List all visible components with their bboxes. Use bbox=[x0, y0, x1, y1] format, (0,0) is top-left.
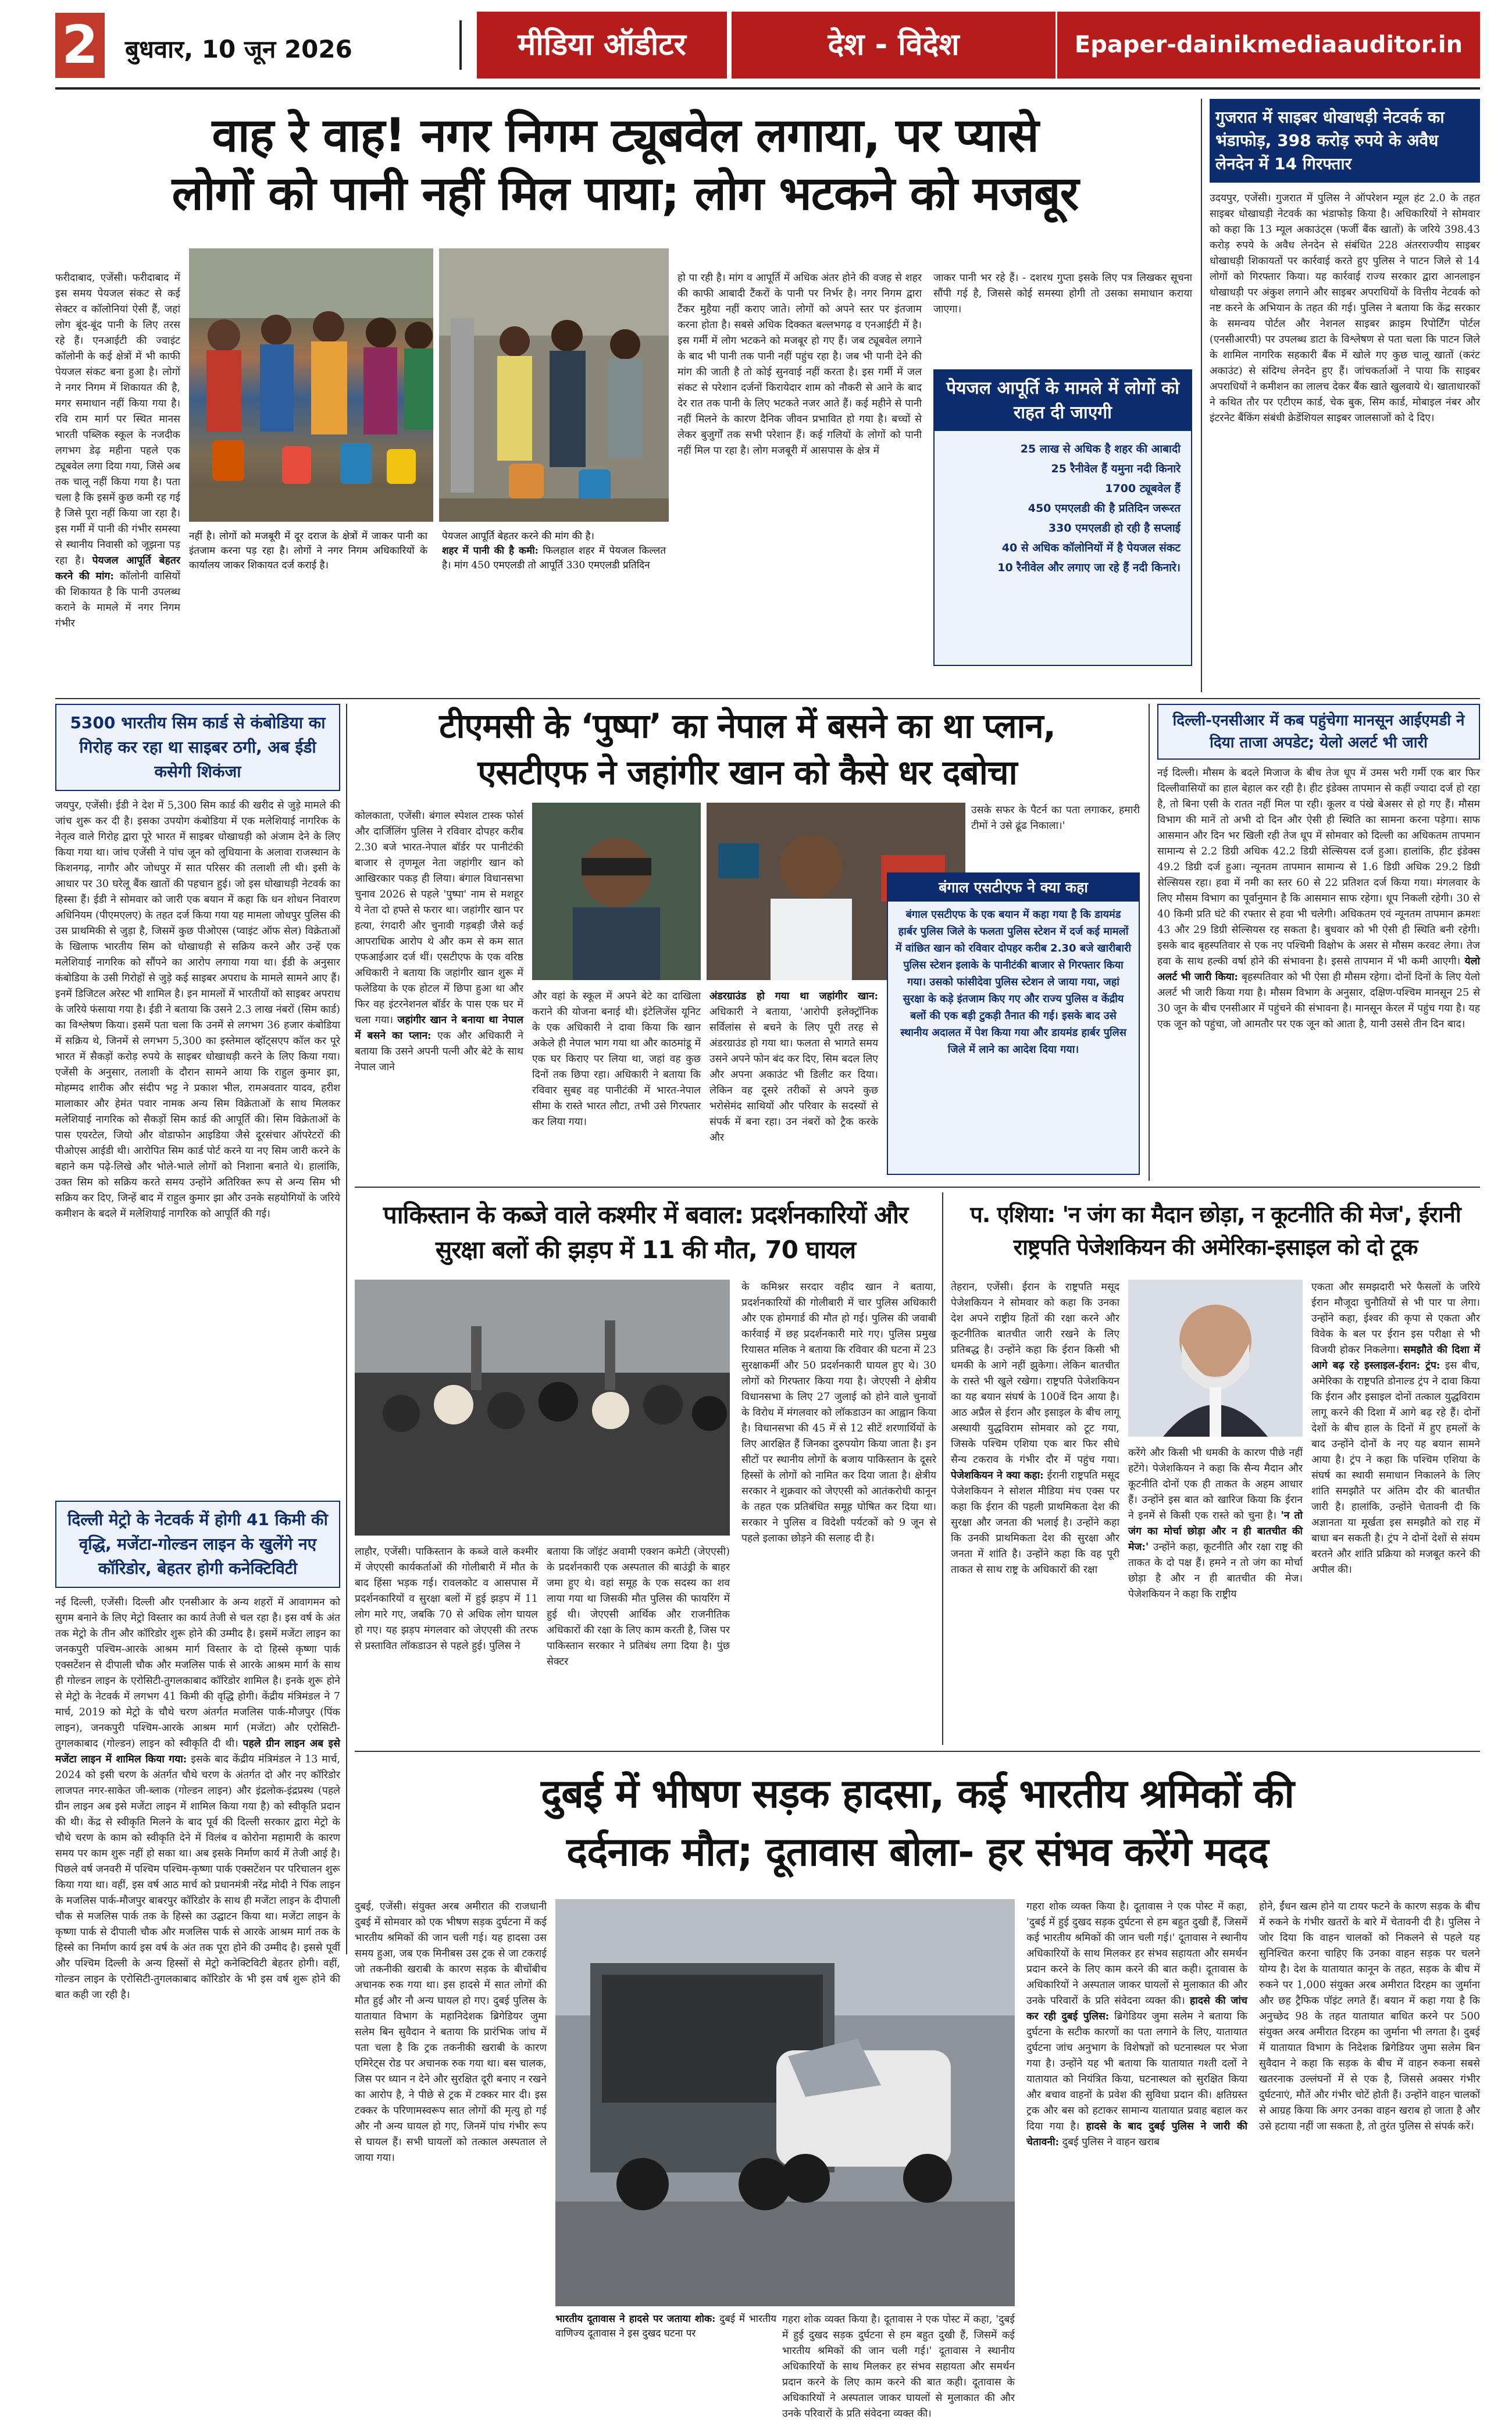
pok-headline-line1: पाकिस्तान के कब्जे वाले कश्मीर में बवाल: प्रदर्शनकारियों और bbox=[383, 1201, 908, 1229]
stf-box-body: बंगाल एसटीएफ के एक बयान में कहा गया है कि डायमंड हार्बर पुलिस जिले के फलता पुलिस स्टेशन में दर्ज कई मामलों में वांछित खान को रविवार दोपहर करीब 2.30 बजे खारीबारी पुलिस स्टेशन इलाके के पानीटंकी बाजार से गिरफ्तार किया गया। उसको फांसीदेवा पुलिस स्टेशन ले जाया गया, जहां सुरक्षा के कड़े इंतजाम किए गए और राज्य पुलिस व केंद्रीय बलों की एक बड़ी टुकड़ी तैनात की गई। इसके बाद उसे स्थानीय अदालत में पेश किया गया और डायमंड हार्बर पुलिस जिले में लाने का आदेश दिया गया। bbox=[895, 909, 1132, 1056]
dubai-headline-line2: दर्दनाक मौत; दूतावास बोला- हर संभव करेंगे मदद bbox=[566, 1829, 1268, 1875]
masthead-rule bbox=[55, 87, 1480, 90]
monsoon-body: नई दिल्ली। मौसम के बदले मिजाज के बीच तेज धूप में उमस भरी गर्मी एक बार फिर दिल्लीवासियों का हाल बेहाल कर रही है। हीट इंडेक्स तापमान से कहीं ज्यादा दर्ज हो रहा है, तो बिना एसी के रातत नहीं मिल पा रही। कूलर व पंखे बेअसर से हो गए हैं। मौसम विभाग की मानें तो अभी दो दिन और ऐसी ही स्थिति का सामना करना पड़ेगा। साफ आसमान और दिन भर खिली रही तेज धूप में सोमवार को दिल्ली का अधिकतम तापमान सामान्य से 2.2 डिग्री अधिक 42.2 डिग्री सेल्सियस दर्ज हुआ। हालांकि, हीट इंडेक्स 49.2 डिग्री दर्ज हुआ। न्यूनतम तापमान सामान्य से 1.6 डिग्री अधिक 29.2 डिग्री सेल्सियस रहा। हवा में नमी का स्तर 60 से 22 प्रतिशत दर्ज किया गया। मंगलवार के लिए मौसम विभाग का पूर्वानुमान है कि आसमान साफ रहेगा। धूप निकली रहेगी। 30 से 40 किमी प्रति घंटे की रफ्तार से हवा भी चलेगी। अधिकतम एवं न्यूनतम तापमान क्रमशः 43 और 29 डिग्री सेल्सियस रह सकता है। बुधवार को भी ऐसी ही स्थिति बनी रहेगी। इसके बाद बृहस्पतिवार से एक नए पश्चिमी विक्षोभ के असर से मौसम करवट लेगा। तेज हवा के साथ हल्की वर्षा होने की संभावना है। इससे तापमान में भी कमी आएगी। येलो अलर्ट भी जारी किया: बृहस्पतिवार को भी ऐसा ही मौसम रहेगा। दोनों दिनों के लिए येलो अलर्ट भी जारी किया गया है। मौसम विभाग के अनुसार, दक्षिण-पश्चिम मानसून 25 से 30 जून के बीच एनसीआर में पहुंचने की संभावना है। मानसून केरल में पहुंच गया है। यह एक जून को पहुंचा, जो आमतौर पर एक जून को आता है, यानी उससे तीन दिन बाद। bbox=[1157, 767, 1484, 1030]
section-rule bbox=[355, 1751, 1480, 1752]
dubai-col2: गहरा शोक व्यक्त किया है। दूतावास ने एक पोस्ट में कहा, 'दुबई में हुई दुखद सड़क दुर्घटना से हम बहुत दुखी हैं, जिसमें कई भारतीय श्रमिकों की जान चली गई।' दूतावास ने स्थानीय अधिकारियों के साथ मिलकर हर संभव सहायता और समर्थन प्रदान करने के लिए काम करने की बात कही। दूतावास के अधिकारियों ने अस्पताल जाकर घायलों से मुलाकात की और उनके परिवारों के प्रति संवेदना व्यक्त की। bbox=[782, 2314, 1018, 2420]
pok-story bbox=[355, 1192, 940, 1745]
dubai-headline-line1: दुबई में भीषण सड़क हादसा, कई भारतीय श्रमिकों की bbox=[541, 1771, 1294, 1817]
water-stat-item: 25 रैनीवेल हैं यमुना नदी किनारे bbox=[1051, 462, 1181, 475]
metro-body: नई दिल्ली, एजेंसी। दिल्ली और एनसीआर के अन्य शहरों में आवागमन को सुगम बनाने के लिए मेट्रो विस्तार का कार्य तेजी से चल रहा है। इस वर्ष के अंत तक मेट्रो के तीन और कॉरिडोर शुरू होने की उम्मीद है। इसमें मजेंटा लाइन का जनकपुरी पश्चिम-आरके आश्रम मार्ग विस्तार के दो हिस्से कृष्णा पार्क एक्सटेंशन से दीपाली चौक और मजलिस पार्क से आरके आश्रम मार्ग के साथ ही गोल्डन लाइन के एरोसिटी-तुगलकाबाद कॉरिडोर शामिल है। इनके शुरू होने से मेट्रो के नेटवर्क में लगभग 41 किमी की वृद्धि होगी। केंद्रीय मंत्रिमंडल ने 7 मार्च, 2019 को मेट्रो के चौथे चरण अंतर्गत मजलिस पार्क-मौजपुर (पिंक लाइन), जनकपुरी पश्चिम-आरके आश्रम मार्ग (मजेंटा) और एरोसिटी-तुगलकाबाद (गोल्डन) लाइन को स्वीकृति दी थी। पहले ग्रीन लाइन अब इसे मजेंटा लाइन में शामिल किया गया: इसके बाद केंद्रीय मंत्रिमंडल ने 13 मार्च, 2024 को इसी चरण के अंतर्गत चौथे चरण के अंतर्गत दो और नए कॉरिडोर लाजपत नगर-साकेत जी-ब्लाक (गोल्डन लाइन) और इंद्रलोक-इंद्रप्रस्थ (पहले ग्रीन लाइन अब इसे मजेंटा लाइन में शामिल किया गया है) को स्वीकृति प्रदान की थी। केंद्र से स्वीकृति मिलने के बाद पूर्व की दिल्ली सरकार द्वारा मेट्रो के चौथे चरण के काम को स्वीकृति देने में विलंब व कोरोना महामारी के कारण समय पर काम शुरू नहीं हो सका था। अब इसके निर्माण कार्य में तेजी आई है। पिछले वर्ष जनवरी में पश्चिम पश्चिम-कृष्णा पार्क एक्सटेंशन पर परिचालन शुरू किया गया था। वहीं, इस वर्ष आठ मार्च को प्रधानमंत्री नरेंद्र मोदी ने पिंक लाइन के मजलिस पार्क-मौजपुर बाबरपुर कॉरिडोर के साथ ही मजेंटा लाइन के दीपाली चौक से मजलिस पार्क तक के हिस्से का उद्घाटन किया था। मजेंटा लाइन के कृष्णा पार्क से दीपाली चौक और मजलिस पार्क से आरके आश्रम मार्ग तक के हिस्से का निर्माण कार्य इस वर्ष के अंत तक पूरा होने की उम्मीद है। इससे पूर्वी और पश्चिम दिल्ली के अन्य हिस्सों से मेट्रो कनेक्टिविटी बेहतर होगी। वहीं, गोल्डन लाइन के एरोसिटी-तुगलकाबाद कॉरिडोर के भी इस वर्ष शुरू होने की बात कही जा रही है। bbox=[55, 1597, 344, 2001]
lead-photo-pump bbox=[439, 248, 669, 522]
tmc-headline-line2: एसटीएफ ने जहांगीर खान को कैसे धर दबोचा bbox=[477, 753, 1017, 792]
iran-photo-president bbox=[1128, 1280, 1303, 1437]
tmc-col4: उसके सफर के पैटर्न का पता लगाकर, हमारी टीमों ने उसे ढूंढ निकाला।' bbox=[971, 804, 1143, 832]
water-stats-box bbox=[933, 369, 1192, 666]
section-name: देश - विदेश bbox=[730, 12, 1055, 79]
water-stat-item: 1700 ट्यूबवेल हैं bbox=[1105, 482, 1181, 495]
lead-col3: हो पा रही है। मांग व आपूर्ति में अधिक अंतर होने की वजह से शहर की काफी आबादी टैंकरों के पानी पर निर्भर है। नगर निगम द्वारा टैंकर मुहैया नहीं कराए जाते। लोगों को अपने स्तर पर इंतजाम करना होता है। सबसे अधिक दिक्कत बल्लभगढ़ व एनआईटी में है। इस गर्मी में लोग भटकने को मजबूर हो गए हैं। जब ट्यूबवेल लगाने के बाद भी पानी तक पानी नहीं पहुंच रहा है। जब भी पानी देने की मांग की जाती है तो कोई सुनवाई नहीं करता है। इस गर्मी में जल संकट से परेशान दर्जनों किरायेदार शाम को नौकरी से आने के बाद देर रात तक पानी के लिए भटकते नजर आते हैं। कई महीने से पानी नहीं मिलने के कारण दैनिक जीवन प्रभावित हो गया है। बच्चों से लेकर बुजुर्गों तक सभी परेशान हैं। कई गलियों के लोगों को पानी नहीं मिल पा रहा है। लोग मजबूरी में आसपास के क्षेत्र में bbox=[677, 272, 925, 457]
lead-caption2: पेयजल आपूर्ति बेहतर करने की मांग की है। शहर में पानी की है कमी: फिलहाल शहर में पेयजल किल्लत है। मांग 450 एमएलडी तो आपूर्ति 330 एमएलडी प्रतिदिन bbox=[442, 530, 666, 571]
stf-box bbox=[887, 872, 1140, 1175]
tmc-col2: और वहां के स्कूल में अपने बेटे का दाखिला कराने की योजना बनाई थी। इंटेलिजेंस यूनिट के एक अधिकारी ने दावा किया कि खान अकेले ही नेपाल भाग गया था और काठमांडू में एक घर किराए पर लिया था, जहां वह कुछ दिनों तक छिपा रहा। अधिकारी ने बताया कि रविवार सुबह वह पानीटंकी में भारत-नेपाल सीमा के रास्ते भारत लौटा, तभी उसे गिरफ्तार कर लिया गया। bbox=[532, 991, 704, 1128]
iran-headline: प. एशिया: 'न जंग का मैदान छोड़ा, न कूटनीति की मेज', ईरानी राष्ट्रपति पेजेशकियन की अमेरिका-इसाइल को दो टूक bbox=[970, 1202, 1461, 1260]
lead-col4: जाकर पानी भर रहे हैं। - दशरथ गुप्ता इसके लिए पत्र लिखकर सूचना सौंपी गई है, जिससे कोई समस्या होगी तो उसका समाधान कराया जाएगा। bbox=[933, 272, 1196, 315]
dubai-col4: होने, ईंधन खत्म होने या टायर फटने के कारण सड़क के बीच में रुकने के गंभीर खतरों के बारे में चेतावनी दी है। पुलिस ने जोर दिया कि वाहन चालकों को निकलने से पहले यह सुनिश्चित करना चाहिए कि उनका वाहन सड़क पर चलने योग्य है। देश के यातायात कानून के तहत, सड़क के बीच में रुकने पर 1,000 संयुक्त अरब अमीरात दिरहम का जुर्माना और छह ट्रैफिक पॉइंट लगते हैं। बयान में कहा गया है कि अनुच्छेद 98 के तहत यातायात बाधित करने पर 500 संयुक्त अरब अमीरात दिरहम का जुर्माना भी लगता है। दुबई में यातायात विभाग के निदेशक ब्रिगेडियर जुमा सलेम बिन सुवैदान ने कहा कि सड़क के बीच में वाहन रुकना सबसे खतरनाक उल्लंघनों में से एक है, जिससे अक्सर गंभीर दुर्घटनाएं, मौतें और गंभीर चोटें होती हैं। उन्होंने वाहन चालकों से आग्रह किया कि अगर उनका वाहन खराब हो जाता है और उसे हटाया नहीं जा सकता है, तो तुरंत पुलिस से संपर्क करें। bbox=[1259, 1901, 1484, 2132]
divider bbox=[942, 1192, 943, 1745]
iran-col3: एकता और समझदारी भरे फैसलों के जरिये ईरान मौजूदा चुनौतियों से भी पार पा लेगा। उन्होंने कहा, ईश्वर की कृपा से एकता और विवेक के बल पर ईरान इस परीक्षा से भी विजयी होकर निकलेगा। समझौते की दिशा में आगे बढ़ रहे इस्लाइल-ईरान: ट्रंप: इस बीच, अमेरिका के राष्ट्रपति डोनाल्ड ट्रंप ने दावा किया कि ईरान और इसाइल दोनों तत्काल युद्धविराम लागू करने की दिशा में आगे बढ़ रहे हैं। दोनों देशों के बीच हाल के दिनों में हुए हमलों के बाद उन्होंने दोनों के नए यह बयान सामने आया है। ट्रंप ने कहा कि पश्चिम एशिया के संघर्ष का स्थायी समाधान निकालने के लिए शांति समझौते पर अंतिम दौर की बातचीत जारी है। हालांकि, उन्होंने चेतावनी दी कि अज्ञानता या मूर्खता इस समझौते को राह में बाधा बन सकती है। ट्रंप ने दोनों देशों से संयम बरतने और शांति प्रक्रिया को मजबूत करने की अपील की। bbox=[1311, 1281, 1484, 1576]
metro-story bbox=[55, 1501, 344, 2001]
divider bbox=[1201, 99, 1202, 692]
lead-photo-crowd bbox=[189, 248, 433, 522]
pok-col2: बताया कि जॉइंट अवामी एक्शन कमेटी (जेएएसी) के प्रदर्शनकारी एक अस्पताल की बाउंड्री के बाहर जमा हुए थे। वहां समूह के एक सदस्य का शव लाया गया था जिसकी मौत पुलिस की फायरिंग में हुई थी। जेएएसी आर्थिक और राजनीतिक अधिकारों की रक्षा के लिए काम करती है, जिस पर पाकिस्तान सरकार ने प्रतिबंध लगा दिया है। पुंछ सेक्टर bbox=[547, 1546, 733, 1668]
pok-headline-line2: सुरक्षा बलों की झड़प में 11 की मौत, 70 घायल bbox=[435, 1235, 856, 1264]
tmc-story bbox=[355, 704, 1143, 1181]
water-box-title: पेयजल आपूर्ति के मामले में लोगों को राहत दी जाएगी bbox=[935, 371, 1191, 431]
tmc-col1: कोलकाता, एजेंसी। बंगाल स्पेशल टास्क फोर्स और दार्जिलिंग पुलिस ने रविवार दोपहर करीब 2.30 बजे भारत-नेपाल बॉर्डर पर पानीटंकी बाजार से तृणमूल नेता जहांगीर खान को आखिरकार पकड़ ही लिया। बंगाल विधानसभा चुनाव 2026 से पहले 'पुष्पा' नाम से मशहूर ये नेता दो हफ्ते से फरार था। जहांगीर खान पर हत्या, रंगदारी और चुनावी गड़बड़ी जैसे कई आपराधिक आरोप थे और कम से कम सात एफआईआर दर्ज थीं। एसटीएफ के एक वरिष्ठ अधिकारी ने बताया कि जहांगीर खान शुरू में फलेडिया के एक होटल में छिपा हुआ था और फिर वह इंटरनेशनल बॉर्डर के पास एक घर में चला गया। जहांगीर खान ने बनाया था नेपाल में बसने का प्लान: एक और अधिकारी ने बताया कि उसने अपनी पत्नी और बेटे के साथ नेपाल जाने bbox=[355, 810, 527, 1073]
dubai-photo-caption: भारतीय दूतावास ने हादसे पर जताया शोक: दुबई में भारतीय वाणिज्य दूतावास ने इस दुखद घटना पर bbox=[555, 2313, 776, 2339]
divider bbox=[1149, 704, 1150, 1181]
dubai-col1: दुबई, एजेंसी। संयुक्त अरब अमीरात की राजधानी दुबई में सोमवार को एक भीषण सड़क दुर्घटना में कई भारतीय श्रमिकों की जान चली गई। यह हादसा उस समय हुआ, जब एक मिनीबस उस ट्रक से जा टकराई जो तकनीकी खराबी के कारण सड़क के बीचोंबीच अचानक रुक गया था। इस हादसे में सात लोगों की मौत हुई और नौ अन्य घायल हो गए। दुबई पुलिस के यातायात विभाग के महानिदेशक ब्रिगेडियर जुमा सलेम बिन सुवैदान ने बताया कि प्रारंभिक जांच में पता चला है कि ट्रक तकनीकी खराबी के कारण एमिरेट्स रोड पर अचानक रुक गया था। बस चालक, जिस पर ध्यान न देने और सुरक्षित दूरी बनाए न रखने का आरोप है, ने पीछे से ट्रक में टक्कर मार दी। इस टक्कर के परिणामस्वरूप सात लोगों की मृत्यु हो गई और नौ अन्य घायल हो गए, जिनमें पांच गंभीर रूप से घायल हैं। सभी घायलों को तत्काल अस्पताल ले जाया गया। bbox=[355, 1901, 550, 2164]
dubai-story bbox=[355, 1757, 1484, 2420]
iran-col2: करेंगे और किसी भी धमकी के कारण पीछे नहीं हटेंगे। पेजेशकियन ने कहा कि सैन्य मैदान और कूटनीति दोनों एक ही ताकत के अहम आधार हैं। उन्होंने इस बात को खारिज किया कि ईरान ने इनमें से किसी एक रास्ते को चुना है। 'न तो जंग का मोर्चा छोड़ा और न ही बातचीत की मेज:' उन्होंने कहा, कूटनीति और रक्षा राष्ट्र की ताकत के दो पक्ष हैं। हमने न तो जंग का मोर्चा छोड़ा है और न ही बातचीत की मेज। पेजेशकियन ने कहा कि राष्ट्रीय bbox=[1128, 1447, 1307, 1600]
cambodia-body: जयपुर, एजेंसी। ईडी ने देश में 5,300 सिम कार्ड की खरीद से जुड़े मामले की जांच शुरू कर दी है। इसका उपयोग कंबोडिया में एक मलेशियाई नागरिक के नेतृत्व वाले गिरोह द्वारा पूरे भारत में साइबर धोखाधड़ी को अंजाम देने के लिए किया गया था। जांच एजेंसी ने पांच जून को लुधियाना के अलावा राजस्थान के किशनगढ़, नागौर और जोधपुर में सात परिसर की तलाशी ली थी। इसी के आधार पर 30 घरेलू बैंक खातों की पहचान हुई। जो इस धोखाधड़ी नेटवर्क का हिस्सा हैं। ईडी ने सोमवार को जारी एक बयान में कहा कि धन शोधन निवारण अधिनियम (पीएमएलए) के तहत दर्ज किया गया यह मामला जोधपुर पुलिस की उस प्राथमिकी से जुड़ा है, जिसमें कुछ पीओएस (प्वाइंट ऑफ सेल) विक्रेताओं के खिलाफ भारतीय सिम को धोखाधड़ी से सक्रिय करने और उन्हें एक मलेशियाई नागरिक को सौंपने का आरोप लगाया गया था। ईडी के अनुसार कंबोडिया के उसी गिरोहों से जुड़े कई साइबर अपराध के मामले सामने आए हैं। इनमें डिजिटल अरेस्ट भी शामिल है। इन मामलों में भारतीयों को साइबर अपराध के जरिये फंसाया गया है। ईडी ने बताया कि उसने 2.3 लाख नंबरों (सिम कार्ड) का विश्लेषण किया। इसमें पता चला कि उनमें से लगभग 36 हजार कंबोडिया में सक्रिय थे, जिनमें से लगभग 5,300 का इस्तेमाल व्हॉट्सएप कॉल कर पूरे भारत में सैकड़ों करोड़ रुपये के साइबर धोखाधड़ी करने के लिए किया गया। एजेंसी के अनुसार, तलाशी के दौरान सामने आया कि राहुल कुमार झा, मोहम्मद शारीक और संदीप भट्ट ने प्रकाश भील, रामअवतार यादव, हरीश मालाकार और हेमंत पवार नामक अन्य सिम विक्रेताओं के साथ मिलकर मलेशियाई नागरिक को सैकड़ों सिम कार्ड की आपूर्ति की। सिम विक्रेताओं के पास एयरटेल, जियो और वोडाफोन आइडिया जैसे दूरसंचार ऑपरेटरों की पीओएस आईडी थी। आरोपित सिम कार्ड पोर्ट करने या नए सिम जारी करने के बहाने कम पढ़े-लिखे और भोले-भाले लोगों को निशाना बनाते थे। हालांकि, उक्त सिम को सक्रिय करते समय उन्होंने अतिरिक्त रूप से अन्य सिम भी सक्रिय कर दिए, जिन्हें बाद में राहुल कुमार झा और उनके सहयोगियों के जरिये कमीशन के बदले में मलेशियाई नागरिक को आपूर्ति की गई। bbox=[55, 800, 344, 1220]
divider bbox=[346, 704, 347, 1954]
water-stat-item: 40 से अधिक कॉलोनियों में है पेयजल संकट bbox=[1001, 542, 1181, 554]
epaper-link[interactable]: Epaper-dainikmediaauditor.in bbox=[1055, 12, 1480, 79]
section-rule bbox=[355, 1187, 1480, 1188]
lead-col1: फरीदाबाद, एजेंसी। फरीदाबाद में इस समय पेयजल संकट से कई सेक्टर व कॉलोनियां ऐसी हैं, जहां लोग बूंद-बूंद पानी के लिए तरस रहे हैं। एनआईटी की ज्वाइंट कॉलोनी के कई क्षेत्रों में भी काफी पेयजल संकट बना हुआ है। लोगों ने नगर निगम में शिकायत की है, मगर समाधान नहीं किया गया है। रवि राम मार्ग पर स्थित मानस भारती पब्लिक स्कूल के नजदीक लगभग डेढ़ महीना पहले एक ट्यूबवेल लगा दिया गया, जिसे अब तक चालू नहीं किया गया है। पता चला है कि इसमें कुछ कमी रह गई है जिसे पूरा नहीं किया जा रहा है। इस गर्मी में पानी की गंभीर समस्या से स्थानीय निवासी को जूझना पड़ रहा है। पेयजल आपूर्ति बेहतर करने की मांग: कॉलोनी वासियों की शिकायत है कि पानी उपलब्ध कराने के मामले में नगर निगम गंभीर bbox=[55, 272, 184, 629]
paper-name: मीडिया ऑडीटर bbox=[477, 12, 727, 79]
stf-box-title: बंगाल एसटीएफ ने क्या कहा bbox=[888, 874, 1139, 902]
pok-col3: के कमिश्नर सरदार वहीद खान ने बताया, प्रदर्शनकारियों की गोलीबारी में चार पुलिस अधिकारी और एक होमगार्ड की मौत हो गई। पुलिस की जवाबी कार्रवाई में छह प्रदर्शनकारी मारे गए। पुलिस प्रमुख रियासत मलिक ने बताया कि रविवार की घटना में 23 सुरक्षाकर्मी और 50 प्रदर्शनकारी घायल हुए थे। 30 लोगों को गिरफ्तार किया गया है। जेएएसी ने क्षेत्रीय विधानसभा के लिए 27 जुलाई को होने वाले चुनावों के विरोध में मंगलवार को लॉकडाउन का आह्वान किया है। विधानसभा की 45 में से 12 सीटें शरणार्थियों के लिए आरक्षित हैं जिनका दुरुपयोग किया जाता है। इन सीटों पर स्थानीय लोगों के बजाय पाकिस्तान के दूसरे हिस्सों के लोगों को नामित कर दिया जाता है। क्षेत्रीय सरकार ने शुक्रवार को जेएएसी को आतंकरोधी कानून के तहत एक प्रतिबंधित समूह घोषित कर दिया था। सरकार ने पुलिस व विदेशी पर्यटकों को 9 जून से पहले इलाका छोड़ने की सलाह दी है। bbox=[741, 1281, 940, 1544]
water-stat-item: 330 एमएलडी हो रही है सप्लाई bbox=[1048, 522, 1181, 535]
issue-date: बुधवार, 10 जून 2026 bbox=[125, 35, 352, 63]
dubai-col3: गहरा शोक व्यक्त किया है। दूतावास ने एक पोस्ट में कहा, 'दुबई में हुई दुखद सड़क दुर्घटना से हम बहुत दुखी हैं, जिसमें कई भारतीय श्रमिकों की जान चली गई।' दूतावास ने स्थानीय अधिकारियों के साथ मिलकर हर संभव सहायता और समर्थन प्रदान करने के लिए काम करने की बात कही। दूतावास के अधिकारियों ने अस्पताल जाकर घायलों से मुलाकात की और उनके परिवारों के प्रति संवेदना व्यक्त की। हादसे की जांच कर रही दुबई पुलिस: ब्रिगेडियर जुमा सलेम ने बताया कि दुर्घटना के सटीक कारणों का पता लगाने के लिए, यातायात दुर्घटना जांच अनुभाग के विशेषज्ञों को घटनास्थल पर भेजा गया है। उन्होंने यह भी बताया कि यातायात गश्ती दलों ने यातायात को नियंत्रित किया, घटनास्थल को सुरक्षित किया और बचाव वाहनों के प्रवेश की सुविधा प्रदान की। क्षतिग्रस्त ट्रक और बस को हटाकर सामान्य यातायात प्रवाह बहाल कर दिया गया है। हादसे के बाद दुबई पुलिस ने जारी की चेतावनी: दुबई पुलिस ने वाहन खराब bbox=[1026, 1901, 1251, 2148]
section-rule bbox=[55, 698, 1480, 699]
gujarat-story bbox=[1210, 99, 1484, 692]
water-stat-item: 25 लाख से अधिक है शहर की आबादी bbox=[1020, 443, 1181, 455]
cambodia-headline: 5300 भारतीय सिम कार्ड से कंबोडिया का गिरोह कर रहा था साइबर ठगी, अब ईडी कसेगी शिकंजा bbox=[55, 704, 340, 791]
gujarat-body: उदयपुर, एजेंसी। गुजरात में पुलिस ने ऑपरेशन म्यूल हंट 2.0 के तहत साइबर धोखाधड़ी नेटवर्क का भंडाफोड़ किया है। अधिकारियों ने सोमवार को कहा कि 13 म्यूल अकाउंट्स (फर्जी बैंक खातों) के जरिये 398.43 करोड़ रुपये के अवैध लेनदेन से संबंधित 228 अंतरराज्यीय साइबर धोखाधड़ी शिकायतों पर कार्रवाई करते हुए पुलिस ने पाटन जिले से 14 लोगों को गिरफ्तार किया। यह कार्रवाई राज्य सरकार द्वारा आनलाइन धोखाधड़ी पर अंकुश लगाने और साइबर अपराधियों के वित्तीय नेटवर्क को नष्ट करने के अभियान के तहत की गई। पुलिस ने बताया कि केंद्र सरकार के समन्वय पोर्टल और नेशनल साइबर क्राइम रिपोर्टिंग पोर्टल (एनसीआरपी) पर उपलब्ध डाटा के विश्लेषण से पता चला कि पाटन जिले के शामिल नागरिक सहकारी बैंक में खोले गए कुछ चालू खातों (करंट अकाउंट) से संदिग्ध लेनदेन हुए हैं। जांचकर्ताओं ने पाया कि साइबर अपराधियों ने कमीशन का लालच देकर बैंक खाते खुलवाये थे। खाताधारकों ने कथित तौर पर एटीएम कार्ड, चेक बुक, सिम कार्ड, मोबाइल नंबर और इंटरनेट बैंकिंग संबंधी क्रेडेंशियल साइबर जालसाजों को दे दिए। bbox=[1210, 193, 1484, 424]
iran-story bbox=[951, 1192, 1484, 1745]
dubai-photo-crash bbox=[555, 1899, 1015, 2306]
lead-caption1: नहीं है। लोगों को मजबूरी में दूर दराज के क्षेत्रों में जाकर पानी का इंतजाम करना पड़ रहा है। लोगों ने नगर निगम अधिकारियों के कार्यालय जाकर शिकायत दर्ज कराई है। bbox=[189, 530, 427, 571]
tmc-col3: अंडरग्राउंड हो गया था जहांगीर खान: अधिकारी ने बताया, 'आरोपी इलेक्ट्रॉनिक सर्विलांस से बचने के लिए पूरी तरह से अंडरग्राउंड हो गया था। फलता से भागते समय उसने अपने फोन बंद कर दिए, सिम बदल लिए और अपना अकाउंट भी डिलीट कर दिया। लेकिन वह दूसरे तरीकों से अपने कुछ भरोसेमंद साथियों और परिवार के सदस्यों से संपर्क में बना रहा। उन नंबरों को ट्रैक करके और bbox=[709, 991, 882, 1144]
tmc-photo-arrest bbox=[532, 803, 701, 980]
water-stats-list bbox=[935, 431, 1191, 586]
iran-col1: तेहरान, एजेंसी। ईरान के राष्ट्रपति मसूद पेजेशकियन ने सोमवार को कहा कि उनका देश अपने राष्ट्रीय हितों की रक्षा करने और कूटनीतिक बातचीत जारी रखने के लिए प्रतिबद्ध है। उन्होंने कहा कि ईरान किसी भी धमकी के आगे नहीं झुकेगा। लेकिन बातचीत के रास्ते भी खुले रखेगा। राष्ट्रपति पेजेशकियन का यह बयान संघर्ष के 100वें दिन आया है। आठ अप्रैल से ईरान और इसाइल के बीच लागू अस्थायी युद्धविराम सोमवार को टूट गया, जिसके पश्चिम एशिया एक बार फिर सीधे सैन्य टकराव के गंभीर दौर में पहुंच गया। पेजेशकियन ने क्या कहा: ईरानी राष्ट्रपति मसूद पेजेशकियन ने सोशल मीडिया मंच एक्स पर कहा कि ईरान की पहली प्राथमिकता देश की सुरक्षा और जनता की भलाई है। उन्होंने कहा कि उनकी प्राथमिकता देश की सुरक्षा और जनता में शांति है। उन्होंने कहा कि वह पूरी ताकत से साथ राष्ट्र के अधिकारों की रक्षा bbox=[951, 1281, 1123, 1576]
cambodia-story bbox=[55, 704, 344, 1495]
pok-caption: लाहौर, एजेंसी। पाकिस्तान के कब्जे वाले कश्मीर में जेएएसी कार्यकर्ताओं की गोलीबारी में मौत के बाद हिंसा भड़क गई। रावलकोट व आसपास में प्रदर्शनकारियों व सुरक्षा बलों में हुई झड़प में 11 लोग मारे गए, जबकि 70 से अधिक लोग घायल हो गए। यह झड़प मंगलवार को जेएएसी की तरफ से प्रस्तावित लॉकडाउन से पहले हुई। पुलिस ने bbox=[355, 1546, 541, 1652]
lead-headline-line1: वाह रे वाह! नगर निगम ट्यूबवेल लगाया, पर प्यासे bbox=[212, 108, 1039, 162]
tmc-headline-line1: टीएमसी के ‘पुष्पा’ का नेपाल में बसने का था प्लान, bbox=[439, 706, 1055, 746]
masthead bbox=[0, 0, 1512, 87]
pok-photo-protest bbox=[355, 1280, 730, 1536]
monsoon-story bbox=[1157, 704, 1484, 1181]
water-stat-item: 10 रैनीवेल और लगाए जा रहे हैं नदी किनारे। bbox=[997, 561, 1181, 574]
gujarat-headline: गुजरात में साइबर धोखाधड़ी नेटवर्क का भंडाफोड़, 398 करोड़ रुपये के अवैध लेनदेन में 14 गिरफ्तार bbox=[1210, 99, 1480, 183]
lead-story bbox=[55, 96, 1195, 695]
lead-headline-line2: लोगों को पानी नहीं मिल पाया; लोग भटकने को मजबूर bbox=[172, 166, 1079, 220]
metro-headline: दिल्ली मेट्रो के नेटवर्क में होगी 41 किमी की वृद्धि, मजेंटा-गोल्डन लाइन के खुलेंगे नए कॉरिडोर, बेहतर होगी कनेक्टिविटी bbox=[55, 1501, 340, 1588]
page-number: 2 bbox=[55, 13, 105, 78]
monsoon-headline: दिल्ली-एनसीआर में कब पहुंचेगा मानसून आईएमडी ने दिया ताजा अपडेट; येलो अलर्ट भी जारी bbox=[1157, 704, 1480, 760]
masthead-divider bbox=[459, 20, 462, 70]
water-stat-item: 450 एमएलडी की है प्रतिदिन जरूरत bbox=[1028, 502, 1181, 515]
